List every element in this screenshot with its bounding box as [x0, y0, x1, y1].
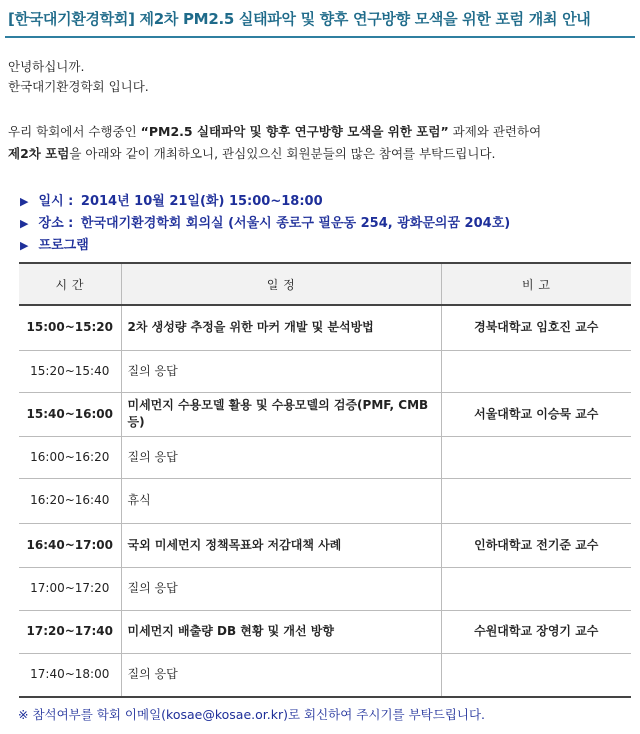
intro-prefix: 우리 학회에서 수행중인	[8, 124, 141, 139]
note-cell	[441, 478, 631, 523]
table-row	[19, 478, 631, 523]
program-table	[19, 262, 631, 698]
intro-suffix: 과제와 관련하여	[448, 124, 542, 139]
intro-line2-rest: 을 아래와 같이 개최하오니, 관심있으신 회원분들의 많은 참여를 부탁드립니다.	[69, 146, 496, 161]
table-row	[19, 567, 631, 610]
note-cell	[441, 436, 631, 478]
header-time: 시 간	[19, 263, 121, 305]
triangle-right-icon: ▶	[20, 239, 29, 252]
time-cell: 17:40~18:00	[19, 653, 121, 697]
desc-cell: 미세먼지 수용모델 활용 및 수용모델의 검증(PMF, CMB 등)	[121, 392, 441, 436]
desc-cell: 질의 응답	[121, 567, 441, 610]
note-cell	[441, 350, 631, 392]
time-cell: 15:00~15:20	[19, 305, 121, 350]
greeting-line-2: 한국대기환경학회 입니다.	[8, 79, 149, 94]
info-place	[20, 212, 510, 231]
desc-cell: 미세먼지 배출량 DB 현황 및 개선 방향	[121, 610, 441, 653]
table-row	[19, 653, 631, 697]
note-cell: 경북대학교 임호진 교수	[441, 305, 631, 350]
triangle-right-icon: ▶	[20, 217, 29, 230]
time-cell: 16:00~16:20	[19, 436, 121, 478]
header-schedule: 일 정	[121, 263, 441, 305]
desc-cell: 질의 응답	[121, 350, 441, 392]
note-cell	[441, 653, 631, 697]
program-label: 프로그램	[38, 238, 89, 253]
header-note: 비 고	[441, 263, 631, 305]
intro-forum-bold: 제2차 포럼	[8, 146, 70, 161]
table-row	[19, 350, 631, 392]
place-label: 장소 :	[38, 216, 74, 231]
time-cell: 17:20~17:40	[19, 610, 121, 653]
note-cell	[441, 567, 631, 610]
table-row	[19, 305, 631, 350]
desc-cell: 국외 미세먼지 정책목표와 저감대책 사례	[121, 523, 441, 567]
date-label: 일시 :	[38, 194, 74, 209]
table-row	[19, 523, 631, 567]
desc-cell: 질의 응답	[121, 653, 441, 697]
info-date	[20, 190, 323, 209]
note-cell: 수원대학교 장영기 교수	[441, 610, 631, 653]
place-value: 한국대기환경학회 회의실 (서울시 종로구 필운동 254, 광화문의꿈 204호)	[80, 216, 511, 231]
note-cell: 인하대학교 전기준 교수	[441, 523, 631, 567]
note-cell: 서울대학교 이승묵 교수	[441, 392, 631, 436]
triangle-right-icon: ▶	[20, 195, 29, 208]
time-cell: 17:00~17:20	[19, 567, 121, 610]
table-row	[19, 436, 631, 478]
time-cell: 15:20~15:40	[19, 350, 121, 392]
date-value: 2014년 10월 21일(화) 15:00~18:00	[80, 194, 323, 209]
info-program	[20, 234, 89, 253]
time-cell: 16:40~17:00	[19, 523, 121, 567]
time-cell: 16:20~16:40	[19, 478, 121, 523]
footnote: ※ 참석여부를 학회 이메일(kosae@kosae.or.kr)로 회신하여 주시기를 부탁드립니다.	[18, 707, 485, 722]
title-divider	[5, 36, 635, 38]
desc-cell: 질의 응답	[121, 436, 441, 478]
intro-quoted: “PM2.5 실태파악 및 향후 연구방향 모색을 위한 포럼”	[140, 124, 449, 139]
desc-cell: 휴식	[121, 478, 441, 523]
page-title: [한국대기환경학회] 제2차 PM2.5 실태파악 및 향후 연구방향 모색을 위한 포럼 개최 안내	[8, 10, 591, 28]
table-row	[19, 392, 631, 436]
greeting-line-1: 안녕하십니까.	[8, 59, 85, 74]
desc-cell: 2차 생성량 추정을 위한 마커 개발 및 분석방법	[121, 305, 441, 350]
intro-line-2	[8, 144, 496, 164]
intro-line-1	[8, 122, 541, 142]
time-cell: 15:40~16:00	[19, 392, 121, 436]
table-row	[19, 610, 631, 653]
